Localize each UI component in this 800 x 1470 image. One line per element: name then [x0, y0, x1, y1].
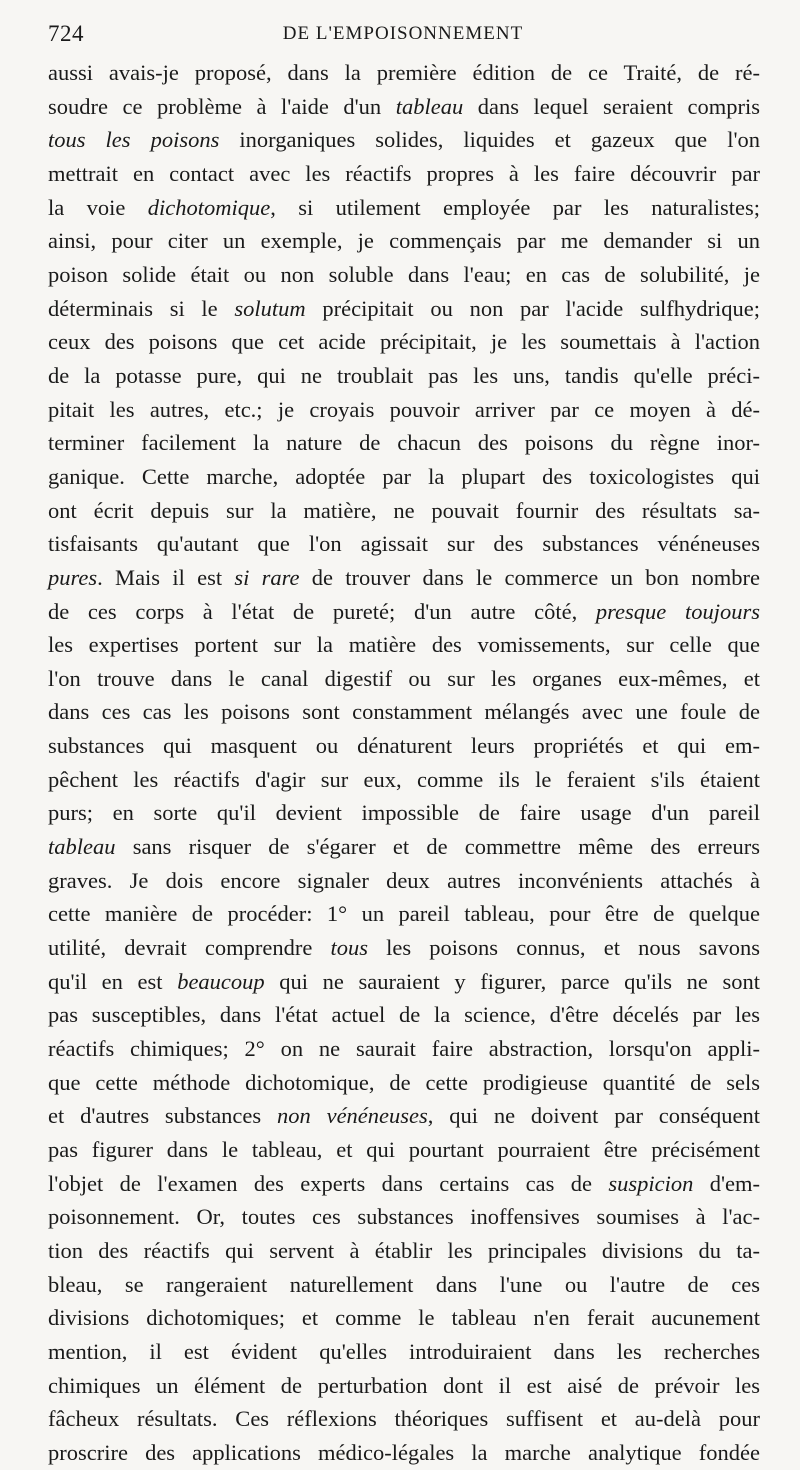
text-span: proscrire des applications médico-légales la marche analytique fondée: [48, 1439, 760, 1465]
text-span: qu'il en est: [48, 968, 178, 994]
text-line: [48, 1133, 760, 1167]
text-span: bleau, se rangeraient naturellement dans l'une ou l'autre de ces: [48, 1271, 760, 1297]
text-span: de trouver dans le commerce un bon nombre: [299, 564, 760, 590]
text-line: [48, 695, 760, 729]
text-line: [48, 56, 760, 90]
text-line: [48, 864, 760, 898]
text-span: la voie: [48, 194, 148, 220]
text-span: ont écrit depuis sur la matière, ne pouvait fournir des résultats sa-: [48, 497, 760, 523]
text-span: soudre ce problème à l'aide d'un: [48, 93, 396, 119]
text-span: tisfaisants qu'autant que l'on agissait sur des substances vénéneuses: [48, 531, 760, 557]
text-line: [48, 460, 760, 494]
text-span: utilité, devrait comprendre: [48, 935, 331, 961]
text-span: pas susceptibles, dans l'état actuel de la science, d'être décelés par les: [48, 1002, 760, 1028]
text-line: [48, 1200, 760, 1234]
text-line: [48, 1167, 760, 1201]
text-line: [48, 292, 760, 326]
text-line: [48, 1066, 760, 1100]
text-span: et d'autres substances: [48, 1103, 277, 1129]
text-line: [48, 662, 760, 696]
text-line: [48, 763, 760, 797]
text-span: chimiques un élément de perturbation dont il est aisé de prévoir les: [48, 1372, 760, 1398]
text-line: [48, 426, 760, 460]
text-line: [48, 830, 760, 864]
text-line: [48, 628, 760, 662]
text-line: [48, 393, 760, 427]
text-span: mettrait en contact avec les réactifs propres à les faire découvrir par: [48, 160, 760, 186]
text-span: précipitait ou non par l'acide sulfhydrique;: [305, 295, 760, 321]
text-span: les expertises portent sur la matière des vomissements, sur celle que: [48, 632, 760, 658]
text-span: substances qui masquent ou dénaturent leurs propriétés et qui em-: [48, 733, 760, 759]
text-span: dans lequel seraient compris: [463, 93, 761, 119]
text-span: divisions dichotomiques; et comme le tableau n'en ferait aucunement: [48, 1305, 760, 1331]
text-line: [48, 157, 760, 191]
text-line: [48, 965, 760, 999]
text-line: [48, 1032, 760, 1066]
text-line: [48, 998, 760, 1032]
italic-text: tous: [330, 935, 368, 961]
text-line: [48, 729, 760, 763]
page-number: 724: [48, 21, 84, 46]
text-span: de la potasse pure, qui ne troublait pas les uns, tandis qu'elle préci-: [48, 362, 760, 388]
text-span: pas figurer dans le tableau, et qui pourtant pourraient être précisément: [48, 1137, 760, 1162]
text-span: ceux des poisons que cet acide précipitait, je les soumettais à l'action: [48, 329, 760, 355]
italic-text: solutum: [234, 295, 306, 321]
page-header: [48, 19, 758, 49]
text-span: dans ces cas les poisons sont constamment mélangés avec une foule de: [48, 699, 760, 725]
text-span: . Mais il est: [97, 564, 235, 590]
text-span: purs; en sorte qu'il devient impossible de faire usage d'un pareil: [48, 800, 760, 826]
italic-text: dichotomique: [147, 194, 271, 220]
text-line: [48, 1301, 760, 1335]
text-line: [48, 359, 760, 393]
text-span: graves. Je dois encore signaler deux autres inconvénients attachés à: [48, 867, 760, 893]
body-text: [48, 56, 760, 1470]
text-span: tion des réactifs qui servent à établir les principales divisions du ta-: [48, 1237, 760, 1263]
text-line: [48, 1268, 760, 1302]
text-line: [48, 1099, 760, 1133]
text-line: [48, 527, 760, 561]
text-span: les poisons connus, et nous savons: [368, 935, 760, 961]
text-span: pitait les autres, etc.; je croyais pouvoir arriver par ce moyen à dé-: [48, 396, 760, 422]
text-span: déterminais si le: [48, 295, 235, 321]
text-line: [48, 1369, 760, 1403]
text-line: [48, 1335, 760, 1369]
text-span: mention, il est évident qu'elles introduiraient dans les recherches: [48, 1338, 760, 1364]
text-span: terminer facilement la nature de chacun des poisons du règne inor-: [48, 430, 760, 456]
text-line: [48, 1234, 760, 1268]
text-span: inorganiques solides, liquides et gazeux que l'on: [219, 127, 761, 153]
text-line: [48, 123, 760, 157]
text-span: , qui ne doivent par conséquent: [427, 1103, 760, 1129]
italic-text: suspicion: [608, 1170, 694, 1196]
text-line: [48, 494, 760, 528]
text-line: [48, 897, 760, 931]
text-span: fâcheux résultats. Ces réflexions théoriques suffisent et au-delà pour: [48, 1406, 760, 1432]
text-span: pêchent les réactifs d'agir sur eux, comme ils le feraient s'ils étaient: [48, 766, 760, 792]
text-span: de ces corps à l'état de pureté; d'un autre côté,: [48, 598, 596, 624]
text-span: ainsi, pour citer un exemple, je commençais par me demander si un: [48, 228, 760, 254]
text-span: poison solide était ou non soluble dans l'eau; en cas de solubilité, je: [48, 261, 760, 287]
text-line: [48, 191, 760, 225]
italic-text: tous les poisons: [48, 127, 220, 153]
text-span: que cette méthode dichotomique, de cette prodigieuse quantité de sels: [48, 1069, 760, 1095]
text-line: [48, 258, 760, 292]
italic-text: beaucoup: [177, 968, 265, 994]
italic-text: tableau: [48, 834, 116, 860]
text-span: , si utilement employée par les naturalistes;: [270, 194, 760, 220]
italic-text: presque toujours: [595, 598, 760, 624]
text-span: l'on trouve dans le canal digestif ou sur les organes eux-mêmes, et: [48, 665, 760, 691]
text-line: [48, 224, 760, 258]
text-span: qui ne sauraient y figurer, parce qu'ils ne sont: [264, 968, 760, 994]
italic-text: non vénéneuses: [277, 1103, 428, 1129]
text-span: d'em-: [693, 1170, 760, 1196]
text-line: [48, 1436, 760, 1470]
text-line: [48, 796, 760, 830]
text-span: réactifs chimiques; 2° on ne saurait faire abstraction, lorsqu'on appli-: [48, 1036, 760, 1062]
text-line: [48, 595, 760, 629]
italic-text: si rare: [234, 564, 300, 590]
text-line: [48, 561, 760, 595]
text-span: l'objet de l'examen des experts dans certains cas de: [48, 1170, 609, 1196]
italic-text: pures: [48, 564, 98, 590]
text-span: poisonnement. Or, toutes ces substances inoffensives soumises à l'ac-: [48, 1204, 760, 1230]
text-line: [48, 90, 760, 124]
text-line: [48, 931, 760, 965]
italic-text: tableau: [395, 93, 464, 119]
text-line: [48, 325, 760, 359]
text-span: cette manière de procéder: 1° un pareil tableau, pour être de quelque: [48, 901, 760, 927]
running-head: DE L'EMPOISONNEMENT: [282, 23, 524, 44]
text-span: ganique. Cette marche, adoptée par la plupart des toxicologistes qui: [48, 463, 760, 489]
text-span: aussi avais-je proposé, dans la première édition de ce Traité, de ré-: [48, 60, 760, 85]
text-span: sans risquer de s'égarer et de commettre même des erreurs: [115, 834, 760, 860]
text-line: [48, 1402, 760, 1436]
